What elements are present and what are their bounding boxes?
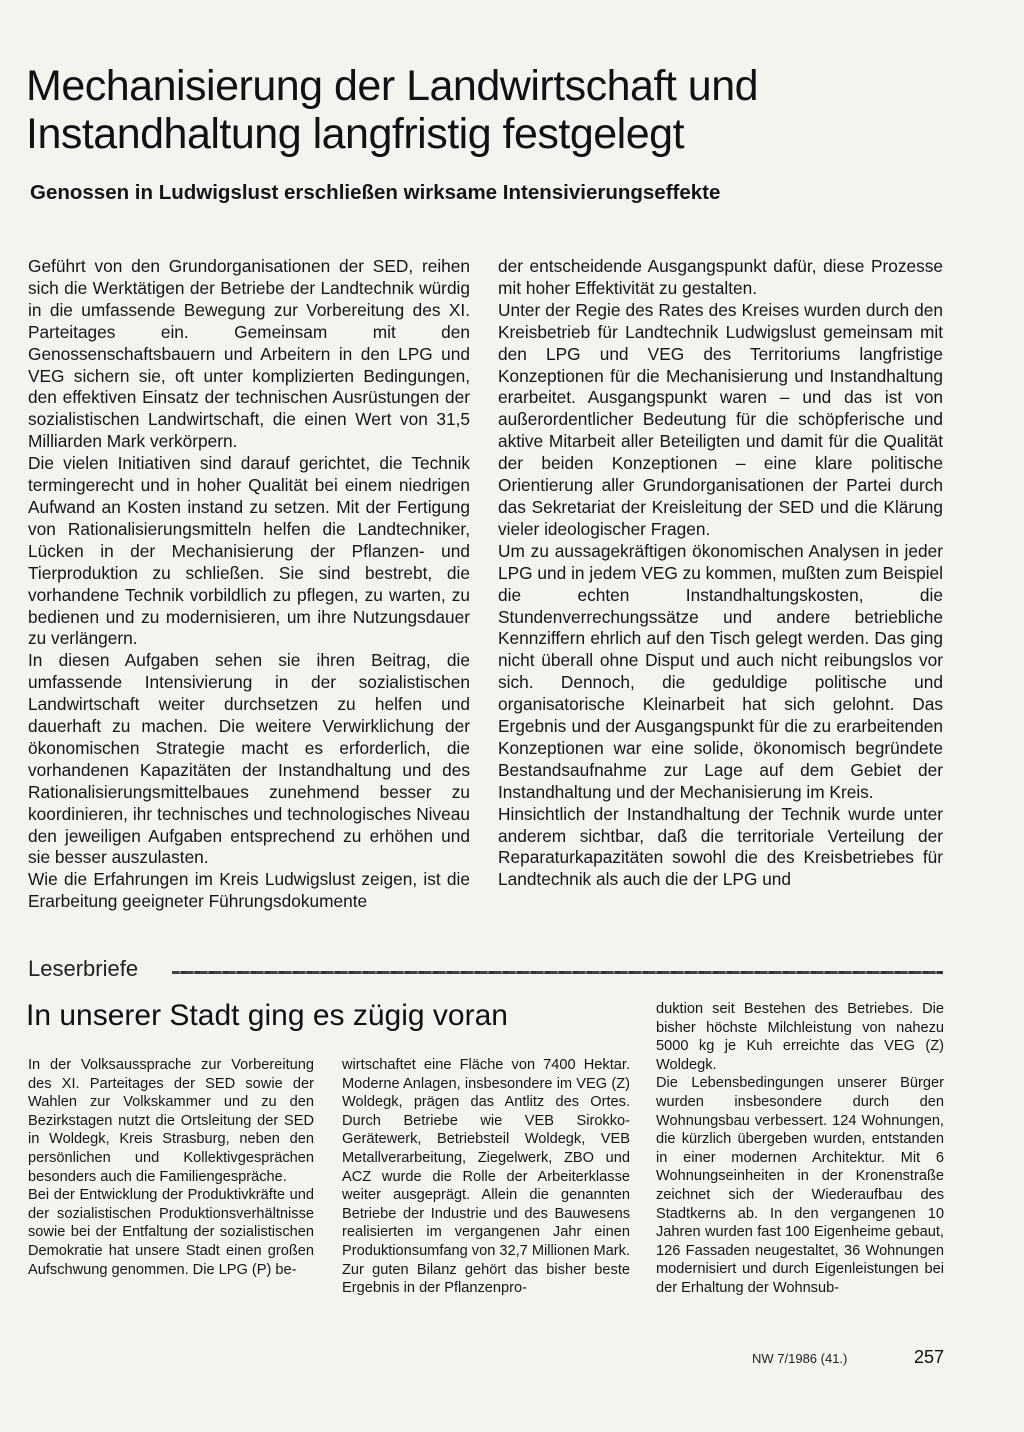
letter-paragraph: Die Lebensbedingungen unserer Bürger wurden insbesondere durch den Wohnungsbau verbessert. 124 Wohnungen, die kürzlich übergeben wurden, entstanden in einer modernen Architektur. Mit 6 Wohnungseinheiten in der Kronenstraße zeichnet sich der Wiederaufbau des Stadtkerns ab. In den vergangenen 10 Jahren wurden fast 100 Eigenheime gebaut, 126 Fassaden neugestaltet, 36 Wohnungen modernisiert und durch Eigenleistungen bei der Erhaltung der Wohnsub-	[656, 1075, 944, 1296]
letter-paragraph: In der Volksaussprache zur Vorbereitung des XI. Parteitages der SED sowie der Wahlen zur Volkskammer und zu den Bezirkstagen nutzt die Ortsleitung der SED in Woldegk, Kreis Strasburg, neben den persönlichen und Kollektivgesprächen besonders auch die Familiengespräche.	[28, 1057, 314, 1185]
article-column-1	[28, 256, 470, 913]
letter-paragraph: wirtschaftet eine Fläche von 7400 Hektar. Moderne Anlagen, insbesondere im VEG (Z) Woldegk, prägen das Antlitz des Ortes. Durch Betriebe wie VEB Sirokko-Gerätewerk, Betriebsteil Woldegk, VEB Metallverarbeitung, Ziegelwerk, ZBO und ACZ wurde die Rolle der Arbeiterklasse weiter ausgeprägt. Allein die genannten Betriebe der Industrie und des Bauwesens realisierten im vergangenen Jahr einen Produktionsumfang von 32,7 Millionen Mark. Zur guten Bilanz gehört das bisher beste Ergebnis in der Pflanzenpro-	[342, 1057, 630, 1297]
letter-title: In unserer Stadt ging es zügig voran	[26, 999, 508, 1032]
letter-column-2	[342, 1056, 630, 1298]
article-paragraph: Hinsichtlich der Instandhaltung der Technik wurde unter anderem sichtbar, daß die territoriale Verteilung der Reparaturkapazitäten sowohl die des Kreisbetriebes für Landtechnik als auch die der LPG und	[498, 803, 943, 890]
article-paragraph: Die vielen Initiativen sind darauf gerichtet, die Technik termingerecht und in hoher Qualität bei einem niedrigen Aufwand an Kosten instand zu setzen. Mit der Fertigung von Rationalisierungsmitteln helfen die Landtechniker, Lücken in der Mechanisierung der Pflanzen- und Tierproduktion zu schließen. Sie sind bestrebt, die vorhandene Technik vorbildlich zu pflegen, zu warten, zu bedienen und zu modernisieren, um ihre Nutzungsdauer zu verlängern.	[28, 453, 470, 649]
article-paragraph: der entscheidende Ausgangspunkt dafür, diese Prozesse mit hoher Effektivität zu gestalten.	[498, 256, 943, 298]
article-paragraph: Um zu aussagekräftigen ökonomischen Analysen in jeder LPG und in jedem VEG zu kommen, mußten zum Beispiel die echten Instandhaltungskosten, die Stundenverrechungssätze und andere betriebliche Kennziffern ehrlich auf den Tisch gelegt werden. Das ging nicht überall ohne Disput und auch nicht reibungslos vor sich. Dennoch, die geduldige politische und organisatorische Kleinarbeit hat sich gelohnt. Das Ergebnis und der Ausgangspunkt für die zu erarbeitenden Konzeptionen war eine solide, ökonomisch begründete Bestandsaufnahme zur Lage auf dem Gebiet der Instandhaltung und der Mechanisierung im Kreis.	[498, 540, 943, 802]
article-paragraph: Wie die Erfahrungen im Kreis Ludwigslust zeigen, ist die Erarbeitung geeigneter Führungsdokumente	[28, 869, 470, 912]
letter-column-1	[28, 1056, 314, 1279]
article-paragraph: Geführt von den Grundorganisationen der SED, reihen sich die Werktätigen der Betriebe der Landtechnik würdig in die umfassende Bewegung zur Vorbereitung des XI. Parteitages ein. Gemeinsam mit den Genossenschaftsbauern und Arbeitern in den LPG und VEG sichern sie, oft unter komplizierten Bedingungen, den effektiven Einsatz der technischen Ausrüstungen der sozialistischen Landwirtschaft, die einen Wert von 31,5 Milliarden Mark verkörpern.	[28, 256, 470, 452]
issue-reference: NW 7/1986 (41.)	[752, 1351, 848, 1366]
article-title: Mechanisierung der Landwirtschaft und Instandhaltung langfristig festgelegt	[26, 62, 759, 158]
page-number: 257	[914, 1347, 945, 1367]
section-label: Leserbriefe	[28, 956, 139, 981]
article-paragraph: Unter der Regie des Rates des Kreises wurden durch den Kreisbetrieb für Landtechnik Ludwigslust gemeinsam mit den LPG und VEG des Territoriums langfristige Konzeptionen für die Mechanisierung und Instandhaltung erarbeitet. Ausgangspunkt waren – und das ist von außerordentlicher Bedeutung für die schöpferische und aktive Mitarbeit aller Beteiligten und damit für die Qualität der beiden Konzeptionen – eine klare politische Orientierung aller Grundorganisationen der Partei durch das Sekretariat der Kreisleitung der SED und die Klärung vieler ideologischer Fragen.	[498, 299, 943, 539]
article-column-2	[498, 256, 943, 891]
article-paragraph: In diesen Aufgaben sehen sie ihren Beitrag, die umfassende Intensivierung in der sozialistischen Landwirtschaft weiter durchsetzen zu helfen und dauerhaft zu machen. Die weitere Verwirklichung der ökonomischen Strategie macht es erforderlich, die vorhandenen Kapazitäten der Instandhaltung und des Rationalisierungsmittelbaues zunehmend besser zu koordinieren, ihr technisches und technologisches Niveau den jeweiligen Aufgaben entsprechend zu erhöhen und sie besser auszulasten.	[28, 650, 470, 868]
letter-paragraph: duktion seit Bestehen des Betriebes. Die bisher höchste Milchleistung von nahezu 5000 kg je Kuh erreichte das VEG (Z) Woldegk.	[656, 1001, 944, 1073]
section-header	[28, 954, 943, 988]
letter-column-3	[656, 1000, 944, 1298]
article-subtitle: Genossen in Ludwigslust erschließen wirksame Intensivierungseffekte	[30, 181, 721, 204]
letter-paragraph: Bei der Entwicklung der Produktivkräfte und der sozialistischen Produktionsverhältnisse sowie bei der Entfaltung der sozialistischen Demokratie hat unsere Stadt einen großen Aufschwung genommen. Die LPG (P) be-	[28, 1187, 314, 1278]
section-divider	[172, 971, 943, 974]
